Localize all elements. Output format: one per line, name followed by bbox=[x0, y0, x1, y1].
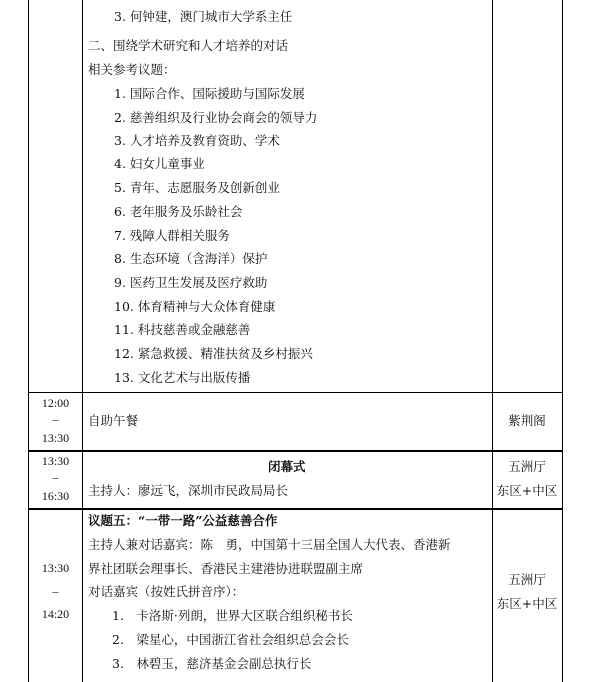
closing-time-dash: – bbox=[52, 470, 59, 484]
closing-host: 主持人：廖远飞，深圳市民政局局长 bbox=[88, 483, 289, 498]
row-divider-closing bbox=[28, 450, 563, 452]
closing-title: 闭幕式 bbox=[268, 459, 306, 474]
list-item: 2. 慈善组织及行业协会商会的领导力 bbox=[114, 110, 318, 125]
list-item: 7. 残障人群相关服务 bbox=[114, 228, 230, 243]
list-item: 10. 体育精神与大众体育健康 bbox=[114, 299, 276, 314]
closing-time-start: 13:30 bbox=[41, 454, 70, 468]
list-item: 4. 妇女儿童事业 bbox=[114, 156, 205, 171]
list-item: 11. 科技慈善或金融慈善 bbox=[114, 322, 251, 337]
section-heading: 二、围绕学术研究和人才培养的对话 bbox=[88, 38, 289, 53]
list-item: 1. 国际合作、国际援助与国际发展 bbox=[114, 86, 305, 101]
list-item: 8. 生态环境（含海洋）保护 bbox=[114, 251, 268, 266]
topic5-time-end: 14:20 bbox=[41, 607, 70, 621]
closing-venue-hall: 五洲厅 bbox=[508, 459, 546, 474]
list-item: 13. 文化艺术与出版传播 bbox=[114, 370, 251, 385]
border-left bbox=[28, 0, 29, 682]
topic5-time-dash: – bbox=[52, 584, 59, 598]
topic5-venue-hall: 五洲厅 bbox=[508, 572, 546, 587]
topic5-time-start: 13:30 bbox=[41, 561, 70, 575]
lunch-time-dash: – bbox=[52, 412, 59, 426]
closing-time-end: 16:30 bbox=[41, 489, 70, 503]
list-item: 2. 梁星心，中国浙江省社会组织总会会长 bbox=[112, 632, 349, 647]
border-right bbox=[562, 0, 563, 682]
topic5-venue-area: 东区+中区 bbox=[496, 596, 558, 611]
topic5-guests-label: 对话嘉宾（按姓氏拼音序）： bbox=[88, 584, 245, 599]
lunch-venue: 紫荆阁 bbox=[508, 413, 546, 428]
list-item: 3. 人才培养及教育资助、学术 bbox=[114, 133, 280, 148]
list-item: 9. 医药卫生发展及医疗救助 bbox=[114, 275, 268, 290]
row-divider-topic5 bbox=[28, 508, 563, 510]
lunch-time-end: 13:30 bbox=[41, 431, 70, 445]
list-item: 1. 卡洛斯·列朗，世界大区联合组织秘书长 bbox=[112, 608, 353, 623]
closing-venue-area: 东区+中区 bbox=[496, 483, 558, 498]
list-item: 3. 林碧玉，慈济基金会副总执行长 bbox=[112, 656, 312, 671]
section-subheading: 相关参考议题： bbox=[88, 62, 176, 77]
lunch-title: 自助午餐 bbox=[88, 413, 139, 428]
list-item: 5. 青年、志愿服务及创新创业 bbox=[114, 180, 280, 195]
border-time bbox=[82, 0, 83, 682]
lunch-time-start: 12:00 bbox=[41, 396, 70, 410]
list-item: 6. 老年服务及乐龄社会 bbox=[114, 204, 243, 219]
topic5-host-line1: 主持人兼对话嘉宾：陈 勇，中国第十三届全国人大代表、香港新 bbox=[88, 537, 451, 552]
topic5-host-line2: 界社团联会理事长、香港民主建港协进联盟副主席 bbox=[88, 561, 364, 576]
topic5-title: 议题五：“一带一路”公益慈善合作 bbox=[88, 513, 278, 528]
speaker-line: 3. 何钟建，澳门城市大学系主任 bbox=[114, 9, 293, 24]
row-divider-lunch bbox=[28, 392, 563, 393]
list-item: 12. 紧急救援、精准扶贫及乡村振兴 bbox=[114, 346, 313, 361]
